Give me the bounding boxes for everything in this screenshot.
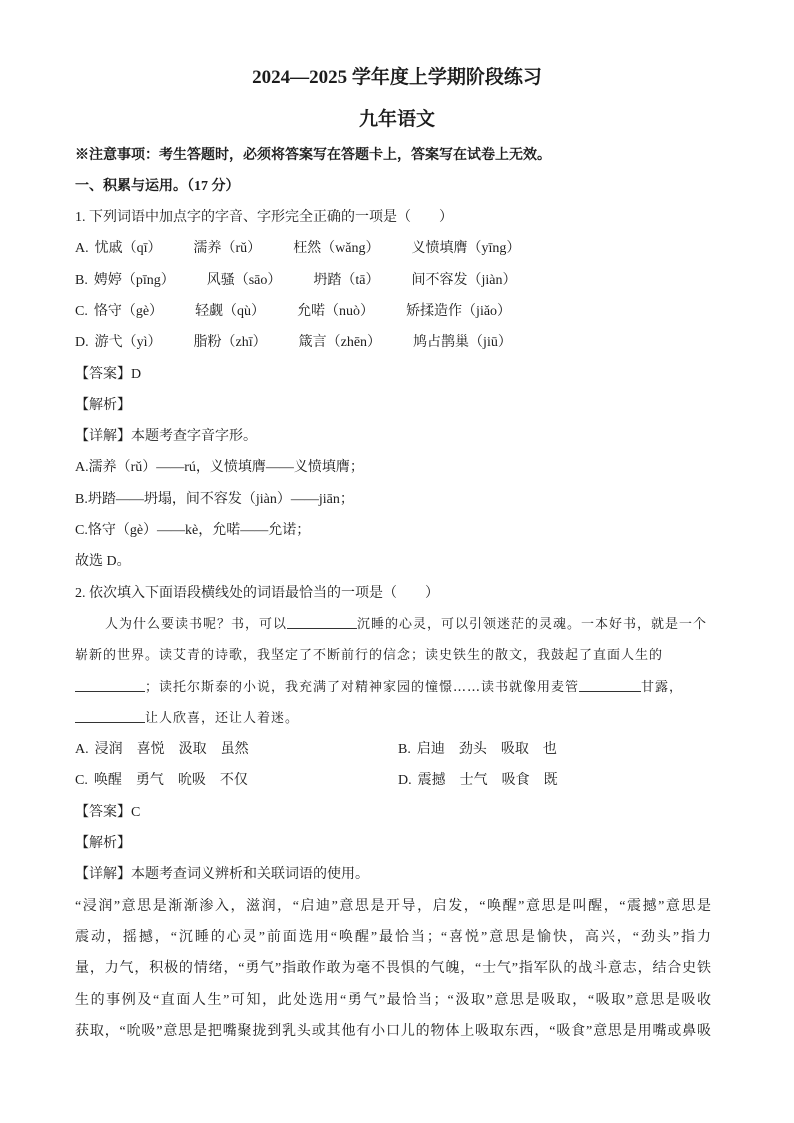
question-2-passage [75,609,711,734]
option-item: 浸润 [94,742,123,758]
option-item: 吸取 [500,742,529,758]
option-item: 娉婷（pīng） [93,272,175,288]
passage-text: 让人欣喜，还让人着迷。 [145,710,300,726]
question-1-option-a [75,233,711,264]
option-item: 鸠占鹊巢（jiū） [413,335,512,351]
passage-text: 沉睡的心灵，可以引领迷茫的灵魂。一本好书，就是一个 [357,616,708,632]
option-label: B. [75,272,88,288]
option-item: 劲头 [458,742,487,758]
option-item: 允喏（nuò） [297,303,375,319]
page-title: 2024—2025 学年度上学期阶段练习 [252,67,542,88]
question-2-explanation [75,891,711,1047]
question-2-stem: 2. 依次填入下面语段横线处的词语最恰当的一项是（ ） [75,585,439,601]
explanation-line: 震动，摇撼，“沉睡的心灵”前面选用“唤醒”最恰当；“喜悦”意思是愉快，高兴，“劲头”指力 [75,929,711,945]
question-2-options-row [75,765,711,796]
question-1-explanation: B.坍踏——坍塌，间不容发（jiàn）——jiān； [75,491,354,507]
document-body [75,140,711,1048]
question-1-explanation: C.恪守（gè）——kè，允喏——允诺； [75,523,311,539]
option-item: 吮吸 [177,773,206,789]
passage-line [75,609,711,640]
option-label: A. [75,241,89,257]
question-2-options-row [75,734,711,765]
question-1-detail: 【详解】本题考查字音字形。 [75,429,257,445]
question-2-detail: 【详解】本题考查词义辨析和关联词语的使用。 [75,867,369,883]
question-2-option-b [398,734,571,765]
question-1-option-b [75,265,711,296]
passage-text: 人为什么要读书呢？书，可以 [105,616,288,632]
option-item: 恪守（gè） [93,303,164,319]
option-label: D. [75,335,89,351]
option-item: 脂粉（zhī） [193,335,267,351]
option-item: 游弋（yì） [94,335,162,351]
option-item: 矫揉造作（jiǎo） [406,303,512,319]
option-item: 唤醒 [93,773,122,789]
passage-text: 甘露， [641,679,684,695]
option-item: 汲取 [178,742,207,758]
section-heading: 一、积累与运用。（17 分） [75,178,240,194]
option-item: 启迪 [416,742,445,758]
question-2-option-d [398,765,572,796]
fill-blank [287,616,357,629]
option-item: 箴言（zhēn） [298,335,382,351]
option-label: C. [75,773,88,789]
page-subtitle: 九年语文 [358,109,435,130]
option-item: 士气 [459,773,488,789]
question-1-answer: 【答案】D [75,366,142,382]
question-1-analysis-label: 【解析】 [75,397,131,413]
option-label: A. [75,742,89,758]
explanation-line: 量，力气，积极的情绪，“勇气”指敢作敢为毫不畏惧的气魄，“士气”指军队的战斗意志，结合史铁 [75,961,711,977]
option-item: 濡养（rǔ） [193,241,262,257]
option-item: 勇气 [135,773,164,789]
option-item: 义愤填膺（yīng） [411,241,521,257]
question-2-option-a [75,734,263,765]
option-item: 虽然 [220,742,249,758]
option-item: 不仅 [219,773,248,789]
option-label: C. [75,303,88,319]
explanation-line: 生的事例及“直面人生”可知，此处选用“勇气”最恰当；“汲取”意思是吸取，“吸取”意思是吸收 [75,992,711,1008]
option-item: 既 [543,773,558,789]
passage-text: ；读托尔斯泰的小说，我充满了对精神家园的憧憬……读书就像用麦管 [145,679,580,695]
question-1-stem: 1. 下列词语中加点字的字音、字形完全正确的一项是（ ） [75,210,453,226]
notice: ※注意事项：考生答题时，必须将答案写在答题卡上，答案写在试卷上无效。 [75,147,551,163]
fill-blank [75,679,145,692]
passage-line [75,672,711,703]
fill-blank [75,710,145,723]
option-item: 也 [542,742,557,758]
question-1-conclusion: 故选 D。 [75,554,131,570]
option-item: 枉然（wǎng） [293,241,380,257]
option-item: 轻觑（qù） [195,303,266,319]
option-item: 吸食 [501,773,530,789]
question-1-explanation: A.濡养（rǔ）——rú，义愤填膺——义愤填膺； [75,460,364,476]
explanation-line: 获取，“吮吸”意思是把嘴聚拢到乳头或其他有小口儿的物体上吸取东西，“吸食”意思是用嘴或鼻吸 [75,1023,711,1039]
option-item: 间不容发（jiàn） [411,272,517,288]
option-label: B. [398,742,411,758]
question-2-option-c [75,765,262,796]
passage-line [75,640,711,671]
question-1-option-d [75,327,711,358]
explanation-line: “浸润”意思是渐渐渗入，滋润，“启迪”意思是开导，启发，“唤醒”意思是叫醒，“震撼”意思是 [75,898,711,914]
question-1-option-c [75,296,711,327]
option-item: 坍踏（tā） [313,272,380,288]
option-item: 忧戚（qī） [94,241,162,257]
passage-text: 崭新的世界。读艾青的诗歌，我坚定了不断前行的信念；读史铁生的散文，我鼓起了直面人生的 [75,648,664,664]
fill-blank [579,679,641,692]
passage-line [75,703,711,734]
option-item: 喜悦 [136,742,165,758]
question-2-answer: 【答案】C [75,804,141,820]
option-item: 震撼 [417,773,446,789]
question-2-analysis-label: 【解析】 [75,836,131,852]
option-item: 风骚（sāo） [206,272,282,288]
option-label: D. [398,773,412,789]
